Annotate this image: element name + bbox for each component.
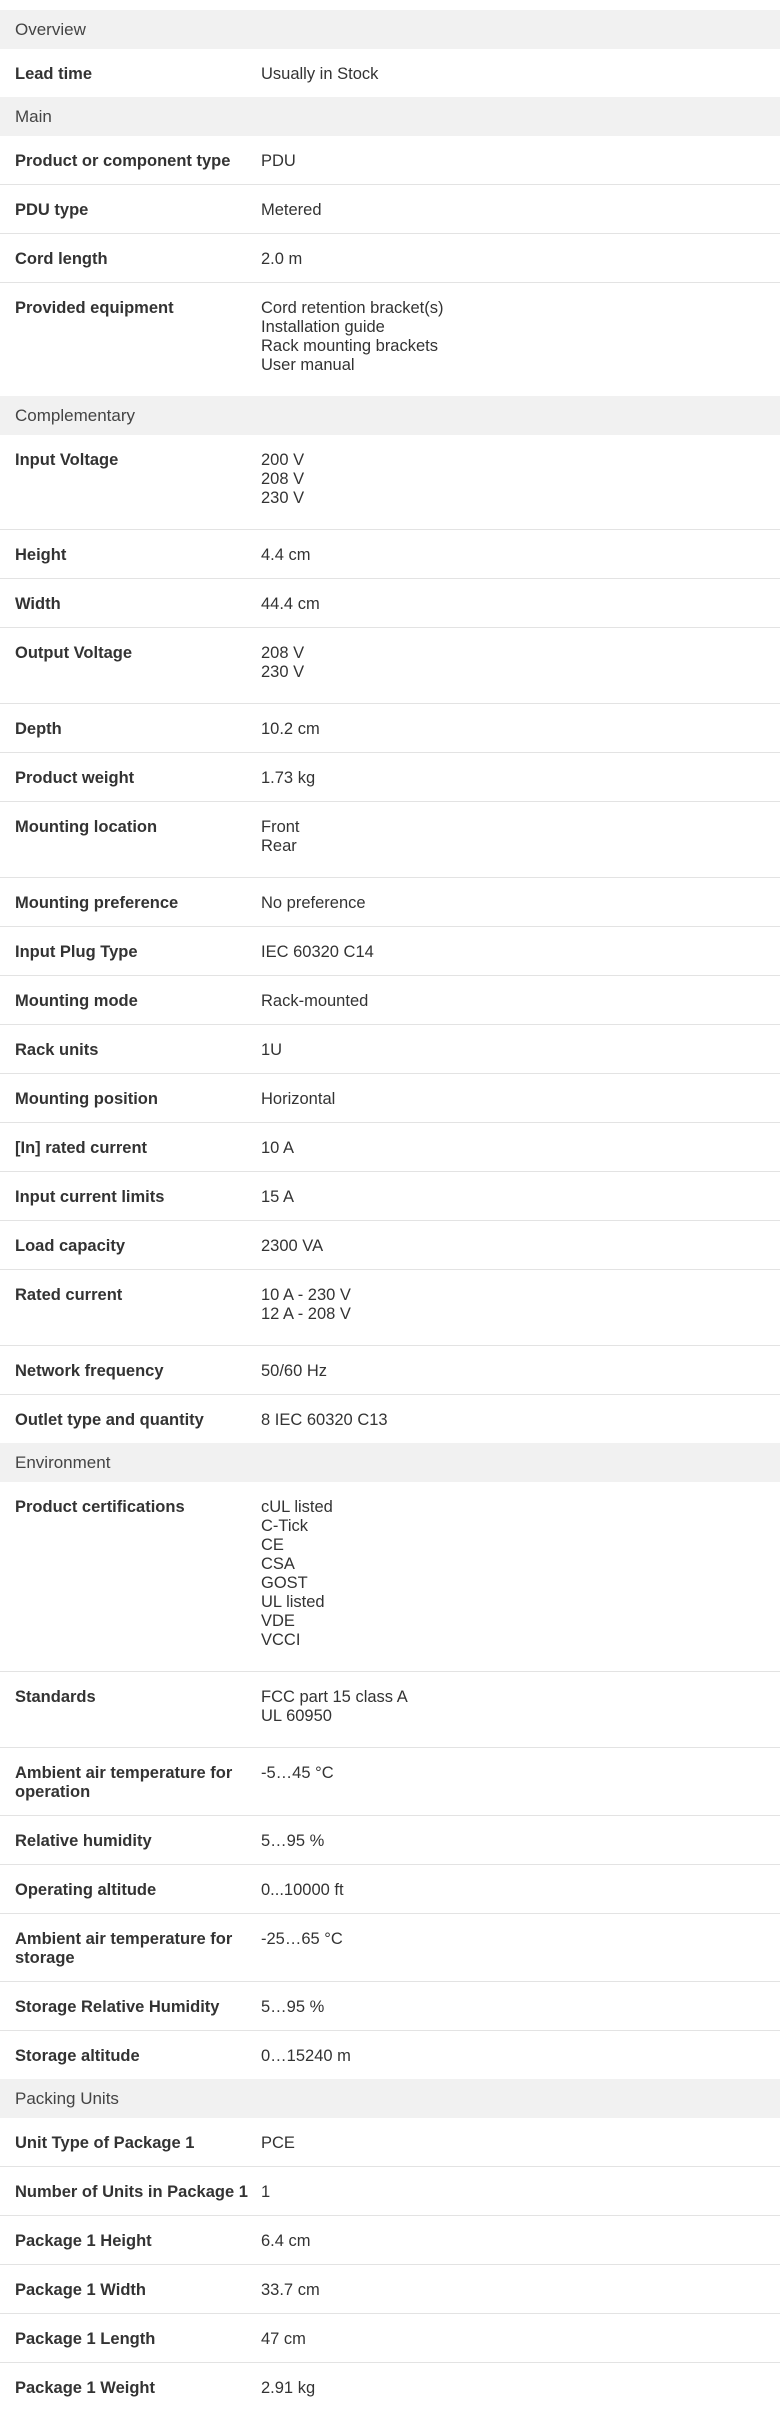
- spec-values: [261, 2134, 780, 2153]
- spec-values: [261, 2183, 780, 2202]
- spec-value: Rack mounting brackets: [261, 337, 438, 355]
- spec-value: C-Tick: [261, 1517, 309, 1535]
- spec-value: 2.0 m: [261, 250, 303, 268]
- spec-values: [261, 720, 780, 739]
- spec-label: Package 1 Weight: [15, 2379, 156, 2397]
- spec-value: VCCI: [261, 1631, 301, 1649]
- spec-value: 5…95 %: [261, 1832, 325, 1850]
- spec-row: [0, 185, 780, 234]
- spec-label: [In] rated current: [15, 1139, 148, 1157]
- spec-values: [261, 152, 780, 171]
- spec-value: 2.91 kg: [261, 2379, 316, 2397]
- spec-value: 208 V: [261, 470, 305, 488]
- spec-values: [261, 65, 780, 84]
- spec-value: 0...10000 ft: [261, 1881, 344, 1899]
- spec-value: User manual: [261, 356, 355, 374]
- spec-value: 6.4 cm: [261, 2232, 311, 2250]
- spec-value: GOST: [261, 1574, 308, 1592]
- spec-row: [0, 704, 780, 753]
- spec-row: [0, 435, 780, 530]
- spec-label: Storage Relative Humidity: [15, 1998, 220, 2016]
- spec-label: Ambient air temperature for storage: [15, 1930, 233, 1967]
- spec-label: PDU type: [15, 201, 89, 219]
- spec-row: [0, 2167, 780, 2216]
- spec-row: [0, 2031, 780, 2079]
- spec-values: [261, 2281, 780, 2300]
- spec-values: [261, 546, 780, 565]
- spec-value: Horizontal: [261, 1090, 336, 1108]
- spec-row: [0, 1816, 780, 1865]
- spec-value: 2300 VA: [261, 1237, 324, 1255]
- spec-row: [0, 1346, 780, 1395]
- spec-value: Cord retention bracket(s): [261, 299, 444, 317]
- spec-values: [261, 1139, 780, 1158]
- spec-value: -5…45 °C: [261, 1764, 334, 1782]
- spec-row: [0, 1395, 780, 1443]
- spec-values: [261, 1090, 780, 1109]
- spec-label: Height: [15, 546, 67, 564]
- spec-row: [0, 802, 780, 878]
- spec-label: Cord length: [15, 250, 108, 268]
- spec-values: [261, 595, 780, 614]
- spec-values: [261, 1881, 780, 1900]
- spec-row: [0, 878, 780, 927]
- spec-value: 0…15240 m: [261, 2047, 351, 2065]
- spec-row: [0, 49, 780, 97]
- spec-label: Package 1 Width: [15, 2281, 146, 2299]
- spec-values: [261, 1188, 780, 1207]
- spec-value: 1: [261, 2183, 271, 2201]
- spec-label: Ambient air temperature for operation: [15, 1764, 233, 1801]
- spec-label: Storage altitude: [15, 2047, 140, 2065]
- spec-values: [261, 2047, 780, 2066]
- spec-values: [261, 1998, 780, 2017]
- spec-values: [261, 1041, 780, 1060]
- spec-value: 200 V: [261, 451, 305, 469]
- spec-values: [261, 1764, 780, 1802]
- spec-value: 10 A: [261, 1139, 295, 1157]
- spec-row: [0, 927, 780, 976]
- spec-row: [0, 1221, 780, 1270]
- spec-value: Installation guide: [261, 318, 385, 336]
- spec-values: [261, 818, 780, 856]
- spec-row: [0, 1074, 780, 1123]
- spec-value: No preference: [261, 894, 366, 912]
- spec-row: [0, 2314, 780, 2363]
- spec-row: [0, 2363, 780, 2411]
- spec-row: [0, 1482, 780, 1672]
- spec-row: [0, 976, 780, 1025]
- spec-label: Package 1 Length: [15, 2330, 156, 2348]
- spec-values: [261, 1411, 780, 1430]
- spec-row: [0, 1865, 780, 1914]
- spec-value: PDU: [261, 152, 296, 170]
- spec-label: Outlet type and quantity: [15, 1411, 204, 1429]
- spec-label: Input Voltage: [15, 451, 119, 469]
- spec-value: 230 V: [261, 489, 305, 507]
- spec-values: [261, 2379, 780, 2398]
- spec-values: [261, 1498, 780, 1650]
- spec-value: Front: [261, 818, 300, 836]
- spec-row: [0, 283, 780, 396]
- spec-row: [0, 1123, 780, 1172]
- spec-value: 50/60 Hz: [261, 1362, 328, 1380]
- spec-label: Mounting preference: [15, 894, 179, 912]
- spec-values: [261, 1688, 780, 1726]
- spec-values: [261, 894, 780, 913]
- spec-values: [261, 451, 780, 508]
- spec-values: [261, 201, 780, 220]
- spec-values: [261, 1832, 780, 1851]
- spec-value: UL listed: [261, 1593, 325, 1611]
- spec-value: 1.73 kg: [261, 769, 316, 787]
- spec-label: Output Voltage: [15, 644, 133, 662]
- spec-values: [261, 943, 780, 962]
- spec-label: Lead time: [15, 65, 93, 83]
- section-header-overview: Overview: [0, 10, 780, 49]
- spec-label: Unit Type of Package 1: [15, 2134, 195, 2152]
- spec-values: [261, 250, 780, 269]
- spec-label: Product or component type: [15, 152, 231, 170]
- spec-value: Rear: [261, 837, 297, 855]
- spec-value: 33.7 cm: [261, 2281, 320, 2299]
- spec-row: [0, 628, 780, 704]
- spec-value: 12 A - 208 V: [261, 1305, 351, 1323]
- spec-label: Standards: [15, 1688, 96, 1706]
- spec-value: 8 IEC 60320 C13: [261, 1411, 388, 1429]
- spec-row: [0, 1270, 780, 1346]
- spec-row: [0, 2265, 780, 2314]
- spec-row: [0, 1748, 780, 1816]
- spec-value: FCC part 15 class A: [261, 1688, 408, 1706]
- spec-values: [261, 769, 780, 788]
- spec-values: [261, 644, 780, 682]
- spec-label: Load capacity: [15, 1237, 126, 1255]
- spec-label: Width: [15, 595, 61, 613]
- spec-value: 10.2 cm: [261, 720, 320, 738]
- spec-value: 208 V: [261, 644, 305, 662]
- spec-label: Relative humidity: [15, 1832, 152, 1850]
- spec-row: [0, 1672, 780, 1748]
- spec-label: Rated current: [15, 1286, 123, 1304]
- spec-label: Depth: [15, 720, 62, 738]
- spec-label: Rack units: [15, 1041, 99, 1059]
- spec-value: 15 A: [261, 1188, 295, 1206]
- spec-value: Usually in Stock: [261, 65, 379, 83]
- spec-value: IEC 60320 C14: [261, 943, 374, 961]
- section-header-environment: Environment: [0, 1443, 780, 1482]
- spec-label: Input current limits: [15, 1188, 165, 1206]
- spec-value: Rack-mounted: [261, 992, 369, 1010]
- spec-row: [0, 579, 780, 628]
- spec-row: [0, 753, 780, 802]
- spec-values: [261, 299, 780, 375]
- spec-label: Mounting position: [15, 1090, 158, 1108]
- section-header-packing-units: Packing Units: [0, 2079, 780, 2118]
- spec-value: CE: [261, 1536, 284, 1554]
- spec-label: Product weight: [15, 769, 135, 787]
- spec-label: Provided equipment: [15, 299, 174, 317]
- spec-value: 44.4 cm: [261, 595, 320, 613]
- spec-row: [0, 136, 780, 185]
- spec-values: [261, 2232, 780, 2251]
- spec-row: [0, 1172, 780, 1221]
- spec-row: [0, 2216, 780, 2265]
- spec-values: [261, 1362, 780, 1381]
- spec-label: Mounting mode: [15, 992, 138, 1010]
- spec-value: 10 A - 230 V: [261, 1286, 351, 1304]
- spec-value: UL 60950: [261, 1707, 332, 1725]
- spec-label: Operating altitude: [15, 1881, 157, 1899]
- spec-value: Metered: [261, 201, 322, 219]
- spec-value: 4.4 cm: [261, 546, 311, 564]
- spec-label: Number of Units in Package 1: [15, 2183, 248, 2201]
- spec-values: [261, 992, 780, 1011]
- section-header-complementary: Complementary: [0, 396, 780, 435]
- spec-row: [0, 1025, 780, 1074]
- spec-values: [261, 1237, 780, 1256]
- spec-values: [261, 1930, 780, 1968]
- spec-value: cUL listed: [261, 1498, 333, 1516]
- spec-label: Mounting location: [15, 818, 158, 836]
- section-header-main: Main: [0, 97, 780, 136]
- spec-value: 47 cm: [261, 2330, 306, 2348]
- spec-label: Network frequency: [15, 1362, 164, 1380]
- spec-values: [261, 2330, 780, 2349]
- spec-value: 230 V: [261, 663, 305, 681]
- spec-values: [261, 1286, 780, 1324]
- spec-label: Product certifications: [15, 1498, 185, 1516]
- spec-value: 1U: [261, 1041, 283, 1059]
- spec-value: -25…65 °C: [261, 1930, 343, 1948]
- spec-row: [0, 1982, 780, 2031]
- spec-row: [0, 234, 780, 283]
- spec-value: CSA: [261, 1555, 295, 1573]
- spec-row: [0, 530, 780, 579]
- spec-label: Package 1 Height: [15, 2232, 152, 2250]
- spec-value: 5…95 %: [261, 1998, 325, 2016]
- spec-row: [0, 2118, 780, 2167]
- spec-row: [0, 1914, 780, 1982]
- spec-label: Input Plug Type: [15, 943, 138, 961]
- spec-value: VDE: [261, 1612, 295, 1630]
- spec-value: PCE: [261, 2134, 295, 2152]
